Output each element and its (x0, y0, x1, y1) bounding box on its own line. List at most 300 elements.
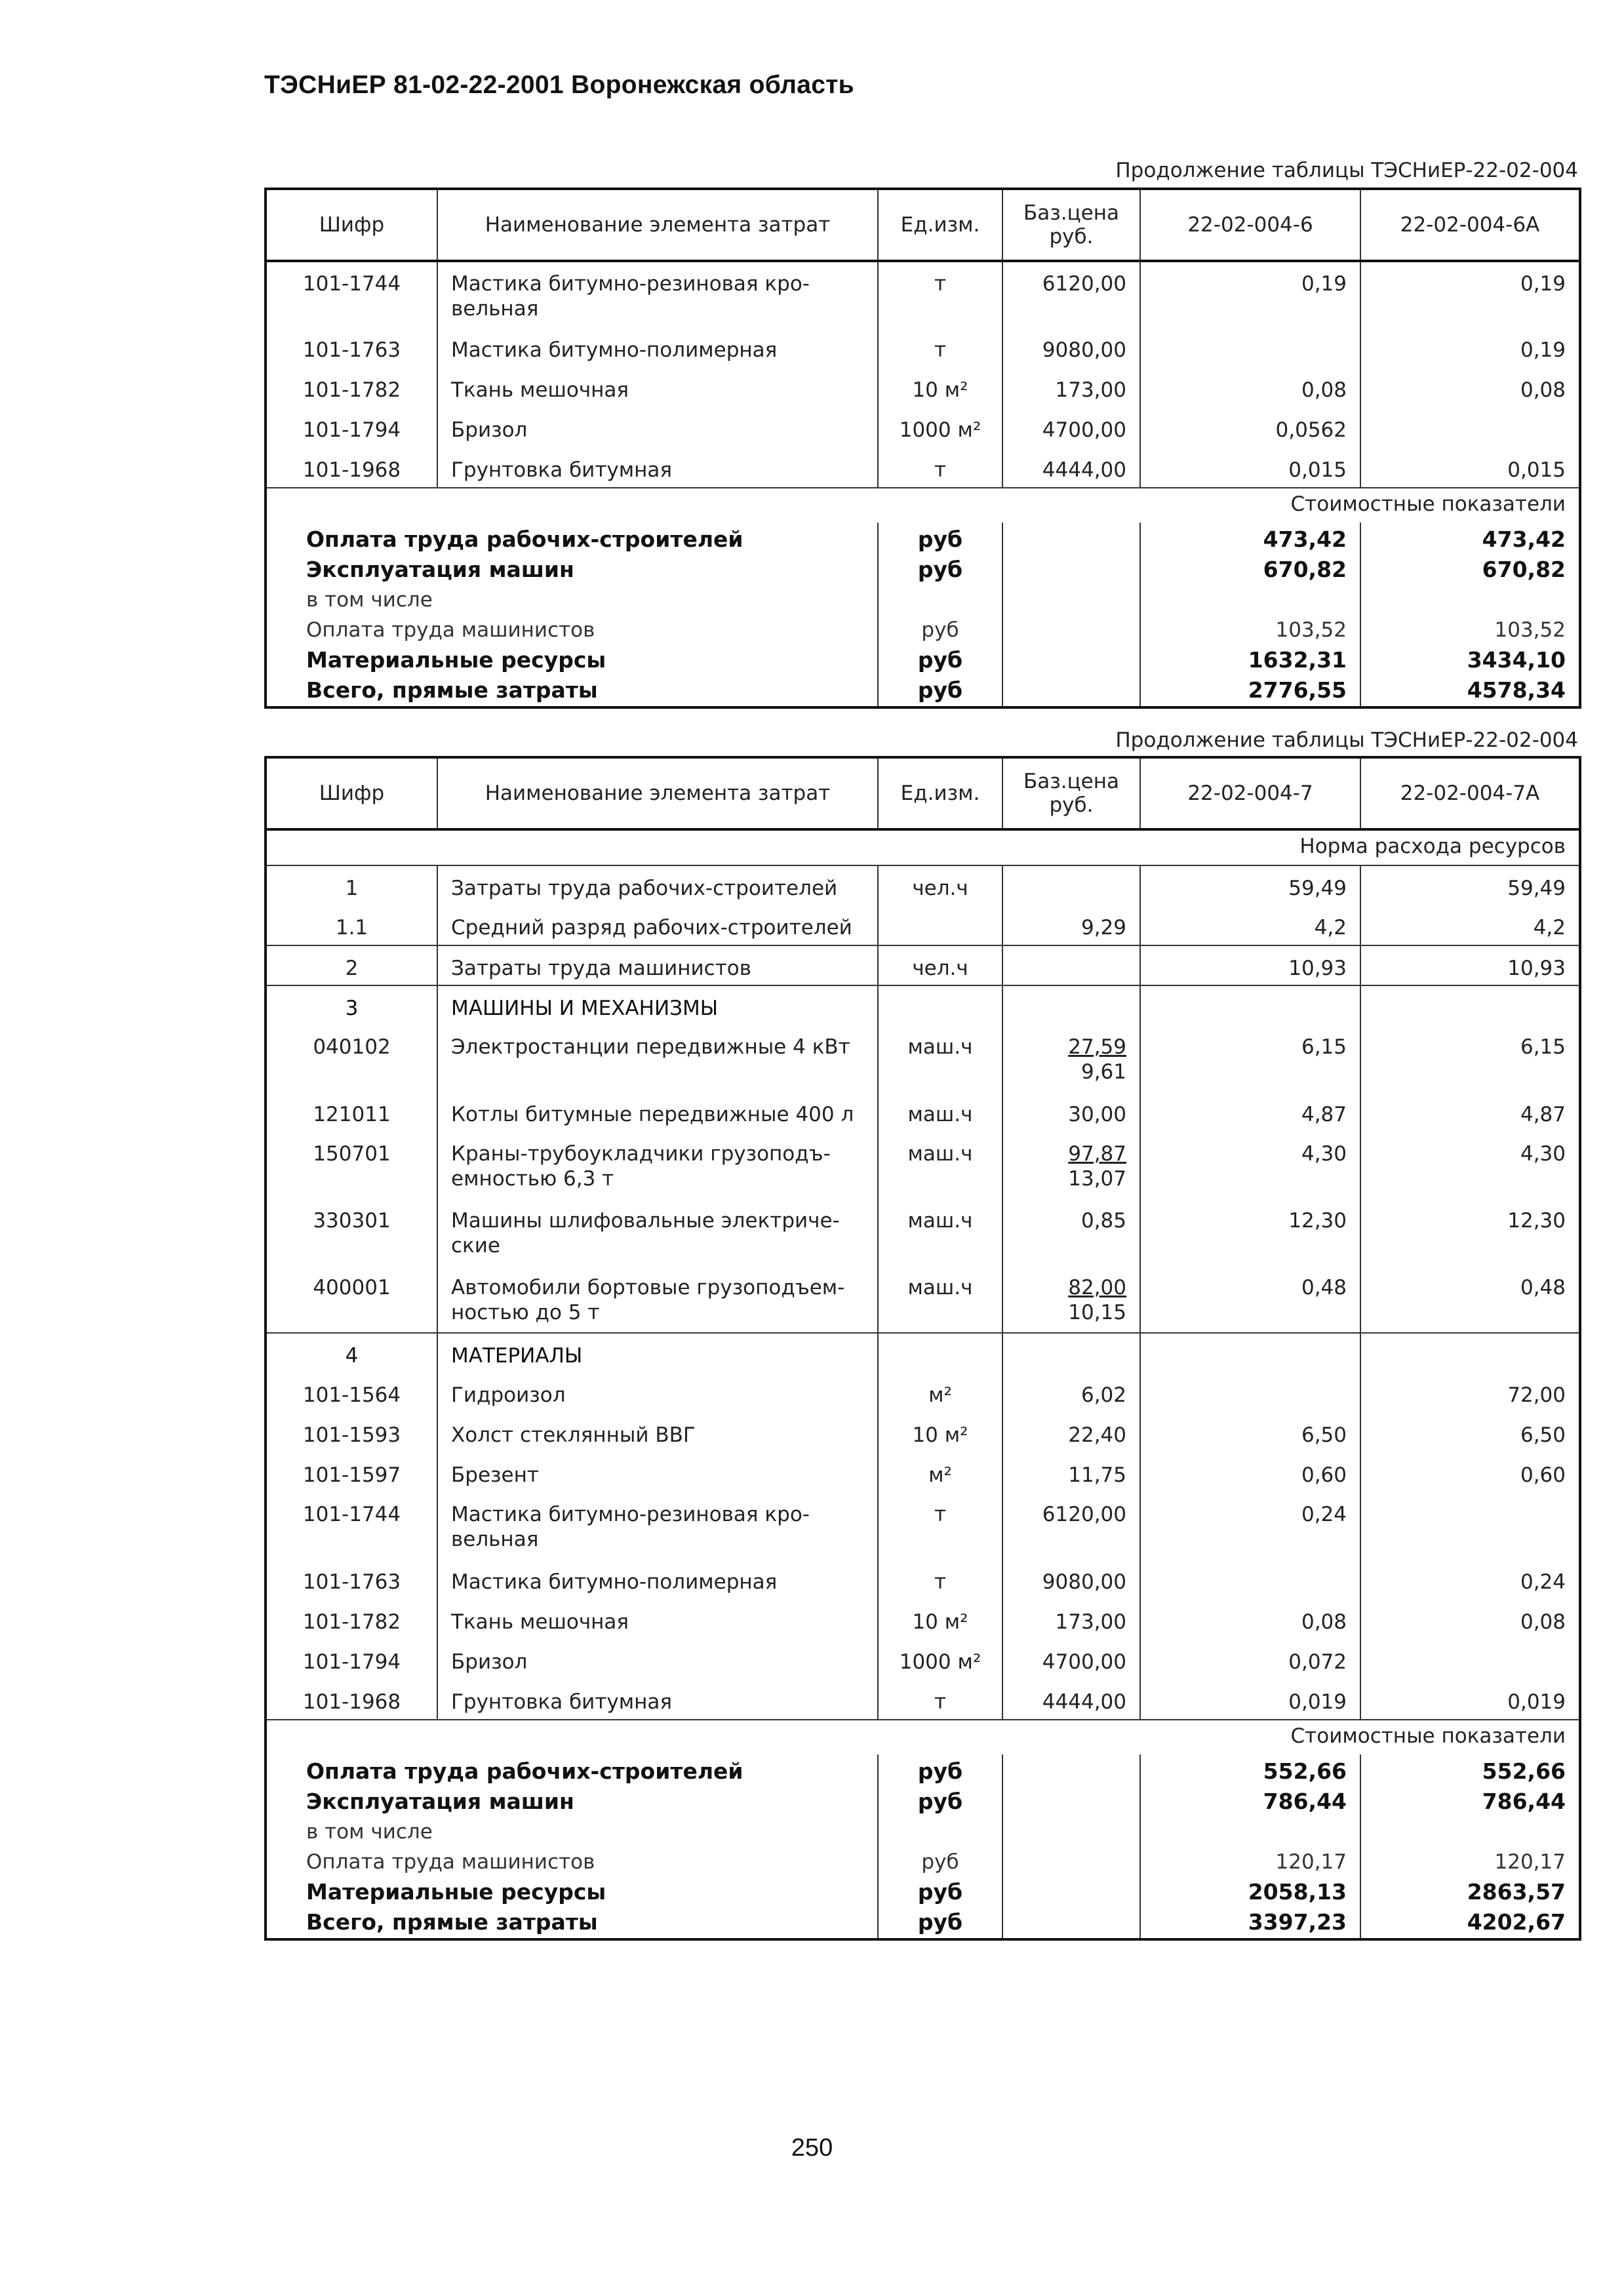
cell-value-b: 0,019 (1360, 1680, 1580, 1720)
cell-price-line2: 13,07 (1068, 1167, 1126, 1191)
cell-name-line1: Гидроизол (451, 1383, 566, 1407)
cell-price (1002, 945, 1140, 985)
cost-value-a: 103,52 (1140, 616, 1360, 646)
cost-value-a (1140, 1817, 1360, 1848)
cost-row (266, 1878, 1580, 1908)
empty-cell (878, 985, 1002, 1025)
cost-label: Оплата труда машинистов (306, 618, 595, 642)
cost-label: в том числе (306, 588, 433, 612)
cell-price-line1: 9080,00 (1042, 338, 1126, 362)
cost-label: Всего, прямые затраты (306, 677, 598, 703)
cost-value-b: 3434,10 (1360, 646, 1580, 676)
cost-value-b: 552,66 (1360, 1754, 1580, 1787)
section-title: МАШИНЫ И МЕХАНИЗМЫ (437, 985, 878, 1025)
cell-price (1002, 1373, 1140, 1413)
empty-cell (1002, 676, 1140, 707)
col-unit-header: Ед.изм. (878, 757, 1002, 829)
cost-label: Эксплуатация машин (306, 1789, 574, 1814)
cost-value-a: 473,42 (1140, 523, 1360, 555)
empty-cell (1002, 646, 1140, 676)
cell-value-a (1140, 1373, 1360, 1413)
cell-name-line1: Автомобили бортовые грузоподъем- (451, 1276, 845, 1299)
cell-name-line2: ские (451, 1234, 500, 1257)
cell-value-b: 0,48 (1360, 1266, 1580, 1333)
cell-price-line1: 0,85 (1080, 1209, 1126, 1233)
cost-value-b: 103,52 (1360, 616, 1580, 646)
cell-price-line1: 27,59 (1068, 1035, 1126, 1059)
empty-cell (1360, 1333, 1580, 1373)
col-name-header: Наименование элемента затрат (437, 757, 878, 829)
cell-value-b: 72,00 (1360, 1373, 1580, 1413)
cost-value-b: 786,44 (1360, 1787, 1580, 1817)
table-row (266, 448, 1580, 488)
cell-name-line1: Мастика битумно-резиновая кро- (451, 272, 810, 296)
cell-value-b: 10,93 (1360, 945, 1580, 985)
cell-price (1002, 1453, 1140, 1493)
cell-price-line1: 82,00 (1068, 1276, 1126, 1299)
cell-value-a: 0,08 (1140, 1600, 1360, 1640)
cost-row (266, 1908, 1580, 1939)
cell-value-a: 4,30 (1140, 1132, 1360, 1199)
cell-price-line1: 6120,00 (1042, 272, 1126, 296)
cell-value-a (1140, 1560, 1360, 1600)
cost-unit (878, 585, 1002, 616)
cell-name-line1: Брезент (451, 1463, 539, 1487)
cost-label: Оплата труда рабочих-строителей (306, 1758, 743, 1784)
cost-unit: руб (878, 1787, 1002, 1817)
cell-price-line1: 4444,00 (1042, 458, 1126, 482)
table1 (264, 188, 1581, 709)
cost-header-row-label: Стоимостные показатели (266, 488, 1580, 523)
empty-cell (1002, 1848, 1140, 1878)
cell-name (437, 865, 878, 905)
col-price-header: Баз.цена руб. (1002, 757, 1140, 829)
cost-value-b (1360, 585, 1580, 616)
cost-label: Всего, прямые затраты (306, 1909, 598, 1935)
table-row (266, 1025, 1580, 1092)
cell-name (437, 1560, 878, 1600)
cell-code: 400001 (266, 1266, 437, 1333)
cell-value-b: 4,2 (1360, 905, 1580, 945)
cell-code: 1 (266, 865, 437, 905)
cell-name-line2: вельная (451, 297, 539, 321)
cell-unit: т (878, 328, 1002, 368)
col-unit-header: Ед.изм. (878, 189, 1002, 261)
cost-value-a: 120,17 (1140, 1848, 1360, 1878)
cell-name-line1: Котлы битумные передвижные 400 л (451, 1103, 854, 1126)
col-code-a-header: 22-02-004-6 (1140, 189, 1360, 261)
table-row (266, 1266, 1580, 1333)
cell-name-line1: Электростанции передвижные 4 кВт (451, 1035, 850, 1059)
cell-unit: 10 м² (878, 1413, 1002, 1453)
section-row (266, 1333, 1580, 1373)
cell-name (437, 1600, 878, 1640)
empty-cell (1002, 1754, 1140, 1787)
cost-value-b: 120,17 (1360, 1848, 1580, 1878)
section-code: 4 (266, 1333, 437, 1373)
empty-cell (878, 1333, 1002, 1373)
cell-name-line1: Затраты труда рабочих-строителей (451, 877, 838, 900)
cell-price (1002, 1493, 1140, 1560)
cell-value-a: 0,24 (1140, 1493, 1360, 1560)
cell-name-line1: Грунтовка битумная (451, 458, 673, 482)
cost-unit: руб (878, 523, 1002, 555)
cell-name (437, 328, 878, 368)
cell-value-a: 0,019 (1140, 1680, 1360, 1720)
cell-code: 101-1794 (266, 1640, 437, 1680)
col-code-header: Шифр (266, 189, 437, 261)
norm-header-row (266, 829, 1580, 865)
cell-price-line1: 9080,00 (1042, 1570, 1126, 1594)
cell-value-b: 4,87 (1360, 1092, 1580, 1132)
cost-label: Материальные ресурсы (306, 647, 606, 673)
cell-price (1002, 1640, 1140, 1680)
cell-code: 1.1 (266, 905, 437, 945)
table2-header-row (266, 757, 1580, 829)
cell-name-line1: Грунтовка битумная (451, 1690, 673, 1714)
cell-name (437, 1199, 878, 1266)
cell-name-line2: ностью до 5 т (451, 1301, 600, 1324)
cell-price (1002, 905, 1140, 945)
cell-price-line1: 6,02 (1080, 1383, 1126, 1407)
cost-label: в том числе (306, 1820, 433, 1844)
cell-code: 2 (266, 945, 437, 985)
table-row (266, 1493, 1580, 1560)
cell-name-line1: Бризол (451, 1650, 528, 1674)
cell-name-line1: Краны-трубоукладчики грузоподъ- (451, 1142, 831, 1166)
cell-price-line1: 22,40 (1068, 1423, 1126, 1447)
cell-code: 101-1782 (266, 368, 437, 408)
cell-price (1002, 328, 1140, 368)
cell-unit: т (878, 1493, 1002, 1560)
cell-price (1002, 1132, 1140, 1199)
cell-price-line1: 4444,00 (1042, 1690, 1126, 1714)
table-row (266, 865, 1580, 905)
table-row (266, 1600, 1580, 1640)
cell-price (1002, 1680, 1140, 1720)
cell-value-b: 0,015 (1360, 448, 1580, 488)
cell-value-b: 4,30 (1360, 1132, 1580, 1199)
table2-continuation-caption: Продолжение таблицы ТЭСНиЕР-22-02-004 (1115, 728, 1578, 752)
cell-value-b (1360, 1493, 1580, 1560)
cost-row (266, 555, 1580, 585)
cost-row (266, 646, 1580, 676)
cost-row (266, 1848, 1580, 1878)
cost-row (266, 616, 1580, 646)
cell-price (1002, 1199, 1140, 1266)
cell-name (437, 905, 878, 945)
cell-price (1002, 261, 1140, 328)
cell-unit: 1000 м² (878, 408, 1002, 448)
cell-unit: т (878, 1560, 1002, 1600)
cell-name-line1: Ткань мешочная (451, 1610, 629, 1634)
cell-value-b: 0,08 (1360, 368, 1580, 408)
empty-cell (1002, 523, 1140, 555)
cell-name (437, 1025, 878, 1092)
cost-row (266, 1754, 1580, 1787)
cost-header-row (266, 1720, 1580, 1754)
empty-cell (1002, 1878, 1140, 1908)
cost-label: Оплата труда машинистов (306, 1850, 595, 1874)
cost-row (266, 1787, 1580, 1817)
cell-code: 101-1763 (266, 328, 437, 368)
cell-name (437, 261, 878, 328)
cell-value-a: 0,60 (1140, 1453, 1360, 1493)
cell-unit: 10 м² (878, 1600, 1002, 1640)
col-price-header: Баз.цена руб. (1002, 189, 1140, 261)
table-row (266, 1132, 1580, 1199)
empty-cell (1140, 1333, 1360, 1373)
cell-unit: маш.ч (878, 1266, 1002, 1333)
cell-name (437, 945, 878, 985)
cell-name (437, 448, 878, 488)
cost-row (266, 1817, 1580, 1848)
cell-value-a: 0,072 (1140, 1640, 1360, 1680)
cell-unit: т (878, 1680, 1002, 1720)
cell-value-a: 12,30 (1140, 1199, 1360, 1266)
empty-cell (1002, 1787, 1140, 1817)
cell-name-line1: Мастика битумно-резиновая кро- (451, 1503, 810, 1526)
cell-price (1002, 1266, 1140, 1333)
cell-price (1002, 408, 1140, 448)
cost-value-a: 2776,55 (1140, 676, 1360, 707)
cell-price-line2: 9,61 (1080, 1060, 1126, 1084)
cell-name-line2: вельная (451, 1528, 539, 1551)
col-name-header: Наименование элемента затрат (437, 189, 878, 261)
cell-value-a: 6,15 (1140, 1025, 1360, 1092)
cell-name (437, 1132, 878, 1199)
cost-unit: руб (878, 1848, 1002, 1878)
cell-value-a: 0,08 (1140, 368, 1360, 408)
cell-unit: чел.ч (878, 945, 1002, 985)
cell-name (437, 1413, 878, 1453)
cell-value-a: 0,48 (1140, 1266, 1360, 1333)
cell-value-b: 6,50 (1360, 1413, 1580, 1453)
cell-code: 101-1744 (266, 261, 437, 328)
col-code-header: Шифр (266, 757, 437, 829)
cell-name-line1: Холст стеклянный ВВГ (451, 1423, 696, 1447)
cell-name-line1: Ткань мешочная (451, 378, 629, 402)
cell-code: 330301 (266, 1199, 437, 1266)
cell-name-line1: Мастика битумно-полимерная (451, 1570, 778, 1594)
table-row (266, 945, 1580, 985)
cell-value-a: 10,93 (1140, 945, 1360, 985)
col-code-b-header: 22-02-004-7А (1360, 757, 1580, 829)
cell-price-line1: 4700,00 (1042, 418, 1126, 442)
empty-cell (1002, 1333, 1140, 1373)
cost-row (266, 585, 1580, 616)
cell-value-b: 0,19 (1360, 261, 1580, 328)
table-row (266, 408, 1580, 448)
cell-price-line1: 11,75 (1068, 1463, 1126, 1487)
cost-header-row-label: Стоимостные показатели (266, 1720, 1580, 1754)
cost-label: Эксплуатация машин (306, 557, 574, 582)
cost-unit (878, 1817, 1002, 1848)
cell-value-a: 4,87 (1140, 1092, 1360, 1132)
cell-price-line1: 9,29 (1080, 916, 1126, 940)
cell-price (1002, 368, 1140, 408)
empty-cell (1002, 985, 1140, 1025)
cost-row (266, 523, 1580, 555)
cell-value-a: 0,015 (1140, 448, 1360, 488)
cell-unit: чел.ч (878, 865, 1002, 905)
cost-header-row (266, 488, 1580, 523)
cell-price-line1: 173,00 (1055, 378, 1126, 402)
cell-unit: м² (878, 1453, 1002, 1493)
cost-unit: руб (878, 646, 1002, 676)
cost-value-b: 473,42 (1360, 523, 1580, 555)
cell-name (437, 1680, 878, 1720)
cell-code: 101-1763 (266, 1560, 437, 1600)
cell-value-a: 0,19 (1140, 261, 1360, 328)
cell-price (1002, 1413, 1140, 1453)
cell-value-b (1360, 408, 1580, 448)
empty-cell (1360, 985, 1580, 1025)
table-row (266, 1199, 1580, 1266)
table-row (266, 1373, 1580, 1413)
cell-unit: 1000 м² (878, 1640, 1002, 1680)
cost-value-b: 4202,67 (1360, 1908, 1580, 1939)
cell-code: 101-1968 (266, 1680, 437, 1720)
section-row (266, 985, 1580, 1025)
cell-unit: маш.ч (878, 1132, 1002, 1199)
empty-cell (1002, 1817, 1140, 1848)
cost-unit: руб (878, 555, 1002, 585)
empty-cell (1002, 1908, 1140, 1939)
cell-value-b: 0,24 (1360, 1560, 1580, 1600)
empty-cell (1140, 985, 1360, 1025)
cost-value-b: 2863,57 (1360, 1878, 1580, 1908)
cell-name-line1: Мастика битумно-полимерная (451, 338, 778, 362)
empty-cell (1002, 616, 1140, 646)
norm-header-row-label: Норма расхода ресурсов (266, 829, 1580, 865)
cell-code: 101-1782 (266, 1600, 437, 1640)
cell-name (437, 1266, 878, 1333)
cost-label: Оплата труда рабочих-строителей (306, 526, 743, 552)
cell-name (437, 368, 878, 408)
cost-row (266, 676, 1580, 707)
cost-unit: руб (878, 1754, 1002, 1787)
cost-value-a: 1632,31 (1140, 646, 1360, 676)
cell-value-a: 6,50 (1140, 1413, 1360, 1453)
cell-price-line1: 4700,00 (1042, 1650, 1126, 1674)
cell-unit: 10 м² (878, 368, 1002, 408)
cost-value-b: 4578,34 (1360, 676, 1580, 707)
cost-value-a: 786,44 (1140, 1787, 1360, 1817)
cell-value-a: 4,2 (1140, 905, 1360, 945)
table-row (266, 1453, 1580, 1493)
cell-unit (878, 905, 1002, 945)
cell-name (437, 1640, 878, 1680)
cell-name (437, 408, 878, 448)
cell-unit: маш.ч (878, 1199, 1002, 1266)
cell-unit: маш.ч (878, 1092, 1002, 1132)
empty-cell (1002, 555, 1140, 585)
cost-unit: руб (878, 1908, 1002, 1939)
col-code-a-header: 22-02-004-7 (1140, 757, 1360, 829)
cost-unit: руб (878, 1878, 1002, 1908)
cell-value-b: 0,19 (1360, 328, 1580, 368)
cost-value-a (1140, 585, 1360, 616)
table-row (266, 1413, 1580, 1453)
document-title: ТЭСНиЕР 81-02-22-2001 Воронежская область (264, 71, 854, 99)
cell-price (1002, 448, 1140, 488)
cell-unit: т (878, 448, 1002, 488)
col-code-b-header: 22-02-004-6А (1360, 189, 1580, 261)
cell-code: 101-1593 (266, 1413, 437, 1453)
cell-value-b: 59,49 (1360, 865, 1580, 905)
table-row (266, 1560, 1580, 1600)
cost-value-a: 2058,13 (1140, 1878, 1360, 1908)
cell-price (1002, 1025, 1140, 1092)
cell-name (437, 1373, 878, 1413)
cell-price-line1: 6120,00 (1042, 1503, 1126, 1526)
cell-code: 101-1968 (266, 448, 437, 488)
cell-name (437, 1453, 878, 1493)
table-row (266, 261, 1580, 328)
cell-code: 101-1744 (266, 1493, 437, 1560)
cell-code: 101-1794 (266, 408, 437, 448)
cell-price (1002, 865, 1140, 905)
cell-value-b: 0,08 (1360, 1600, 1580, 1640)
table-row (266, 1680, 1580, 1720)
cell-price (1002, 1600, 1140, 1640)
cell-name (437, 1092, 878, 1132)
cell-value-b: 6,15 (1360, 1025, 1580, 1092)
cell-unit: т (878, 261, 1002, 328)
cell-value-b: 0,60 (1360, 1453, 1580, 1493)
table-row (266, 368, 1580, 408)
cell-code: 150701 (266, 1132, 437, 1199)
cell-unit: м² (878, 1373, 1002, 1413)
cell-price-line2: 10,15 (1068, 1301, 1126, 1324)
cost-value-a: 3397,23 (1140, 1908, 1360, 1939)
section-title: МАТЕРИАЛЫ (437, 1333, 878, 1373)
table2 (264, 756, 1581, 1941)
cell-value-b (1360, 1640, 1580, 1680)
cell-name-line2: емностью 6,3 т (451, 1167, 614, 1191)
cell-name (437, 1493, 878, 1560)
cell-code: 101-1597 (266, 1453, 437, 1493)
table1-header-row (266, 189, 1580, 261)
cost-value-a: 552,66 (1140, 1754, 1360, 1787)
cell-value-b: 12,30 (1360, 1199, 1580, 1266)
table-row (266, 328, 1580, 368)
cell-price-line1: 97,87 (1068, 1142, 1126, 1166)
cost-value-a: 670,82 (1140, 555, 1360, 585)
cell-price-line1: 173,00 (1055, 1610, 1126, 1634)
cell-name-line1: Затраты труда машинистов (451, 957, 752, 980)
cell-price-line1: 30,00 (1068, 1103, 1126, 1126)
table-row (266, 905, 1580, 945)
cost-label: Материальные ресурсы (306, 1879, 606, 1905)
table-row (266, 1092, 1580, 1132)
empty-cell (1002, 585, 1140, 616)
cost-unit: руб (878, 616, 1002, 646)
cell-code: 040102 (266, 1025, 437, 1092)
cost-unit: руб (878, 676, 1002, 707)
cell-name-line1: Машины шлифовальные электриче- (451, 1209, 840, 1233)
section-code: 3 (266, 985, 437, 1025)
cell-price (1002, 1092, 1140, 1132)
cell-code: 121011 (266, 1092, 437, 1132)
cost-value-b: 670,82 (1360, 555, 1580, 585)
cell-name-line1: Средний разряд рабочих-строителей (451, 916, 852, 940)
cell-value-a (1140, 328, 1360, 368)
table1-continuation-caption: Продолжение таблицы ТЭСНиЕР-22-02-004 (1115, 159, 1578, 182)
cell-value-a: 0,0562 (1140, 408, 1360, 448)
table-row (266, 1640, 1580, 1680)
